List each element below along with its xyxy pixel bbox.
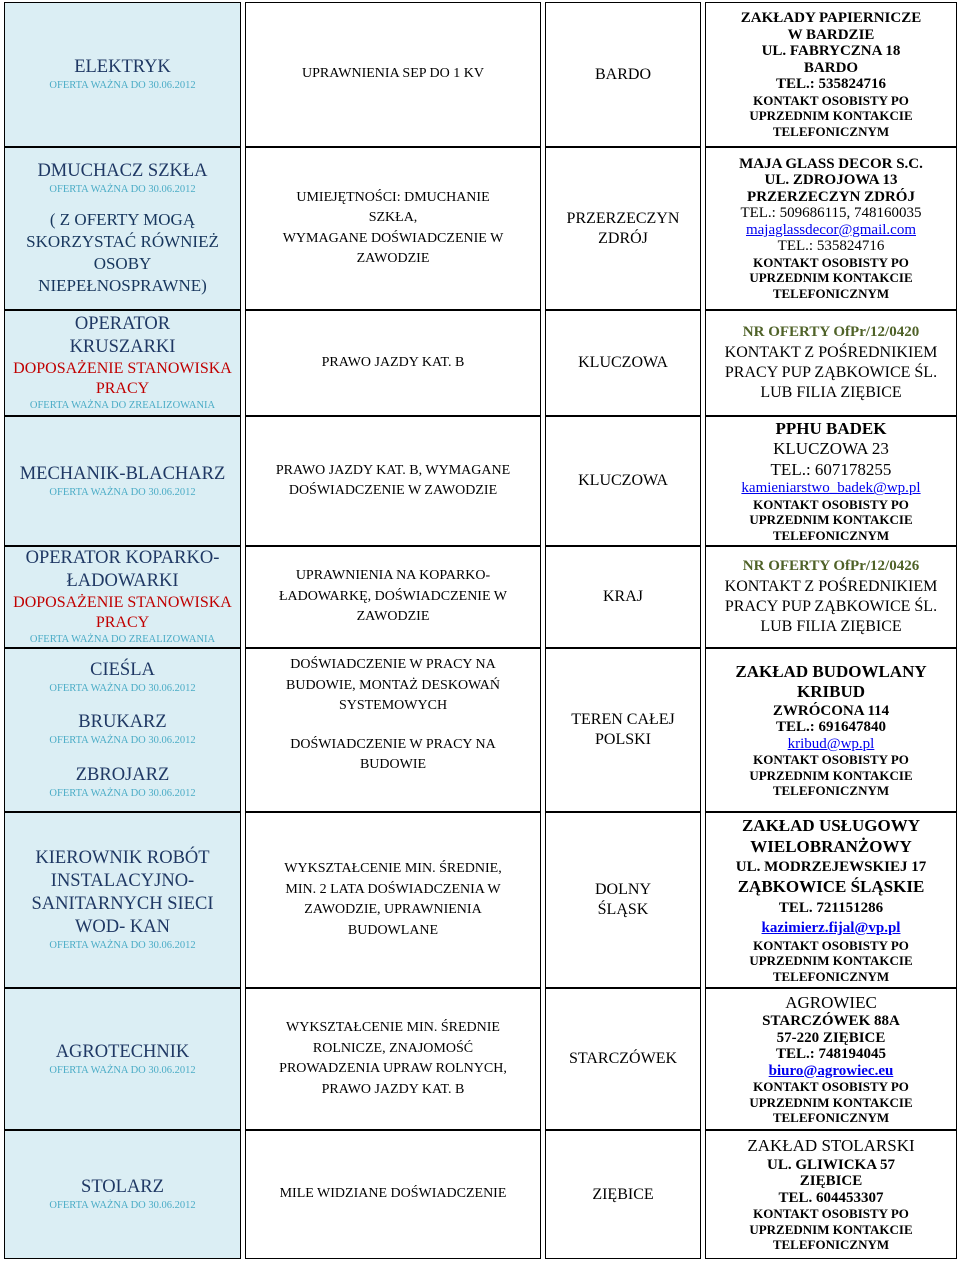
phone: TEL. 604453307 (778, 1189, 884, 1206)
contact-cell (705, 147, 957, 310)
subsidy-note: DOPOSAŻENIE STANOWISKA (13, 360, 232, 377)
job-title: STOLARZ (81, 1177, 164, 1197)
contact-cell (705, 1130, 957, 1259)
contact-note: LUB FILIA ZIĘBICE (760, 383, 902, 401)
address: ZWRÓCONA 114 (772, 702, 890, 719)
contact-note: KONTAKT OSOBISTY PO (753, 254, 909, 270)
contact-note: KONTAKT Z POŚREDNIKIEM (724, 343, 938, 361)
table-row (4, 416, 957, 546)
job-title-cell (4, 812, 241, 988)
contact-cell (705, 416, 957, 546)
job-title-cell (4, 546, 241, 648)
validity: OFERTA WAŻNA DO 30.06.2012 (49, 1200, 196, 1211)
validity: OFERTA WAŻNA DO 30.06.2012 (49, 682, 196, 694)
employer-name: ZAKŁAD USŁUGOWY (741, 816, 921, 835)
requirements-cell (245, 988, 541, 1130)
job-title: OPERATOR KOPARKO- (25, 548, 220, 568)
contact-cell (705, 2, 957, 147)
contact-note: KONTAKT Z POŚREDNIKIEM (724, 577, 938, 595)
employer-name: WIELOBRANŻOWY (750, 836, 912, 856)
requirements-cell (245, 147, 541, 310)
table-row (4, 812, 957, 988)
requirements: PRAWO JAZDY KAT. B (321, 1081, 465, 1097)
requirements-cell (245, 812, 541, 988)
location-cell (545, 1130, 701, 1259)
location-cell (545, 988, 701, 1130)
requirements: ZAWODZIE, UPRAWNIENIA (304, 902, 482, 917)
disability-note: ( Z OFERTY MOGĄ (49, 210, 196, 229)
phone: TEL.: 691647840 (775, 719, 886, 735)
validity: OFERTA WAŻNA DO 30.06.2012 (49, 184, 196, 195)
requirements: ROLNICZE, ZNAJOMOŚĆ (312, 1040, 474, 1056)
location-cell (545, 416, 701, 546)
job-entry (49, 659, 195, 696)
job-title: KIEROWNIK ROBÓT (35, 848, 210, 868)
employer-name: KRIBUD (796, 682, 865, 701)
contact-note: TELEFONICZNYM (772, 527, 890, 543)
requirements: MILE WIDZIANE DOŚWIADCZENIE (279, 1186, 507, 1202)
contact-note: UPRZEDNIM KONTAKCIE (749, 1221, 913, 1237)
location: ŚLĄSK (597, 901, 649, 918)
table-row (4, 648, 957, 812)
location: KLUCZOWA (578, 354, 668, 371)
requirements-cell (245, 2, 541, 147)
validity: OFERTA WAŻNA DO 30.06.2012 (49, 80, 196, 91)
job-title: MECHANIK-BLACHARZ (19, 463, 226, 484)
requirements: SZKŁA, (368, 210, 418, 225)
disability-note: OSOBY NIEPEŁNOSPRAWNE) (38, 254, 207, 295)
contact-note: TELEFONICZNYM (772, 783, 890, 798)
contact-note: UPRZEDNIM KONTAKCIE (749, 512, 913, 528)
subsidy-note: PRACY (95, 380, 150, 397)
phone: TEL. 721151286 (778, 899, 884, 916)
requirements: UPRAWNIENIA NA KOPARKO- (295, 568, 491, 584)
requirements: PROWADZENIA UPRAW ROLNYCH, (279, 1061, 507, 1076)
location-cell (545, 812, 701, 988)
requirements: BUDOWLANE (347, 922, 439, 938)
requirements: DOŚWIADCZENIE W PRACY NA (290, 657, 496, 672)
contact-note: KONTAKT OSOBISTY PO (753, 92, 909, 108)
job-entry (49, 764, 195, 801)
table-row (4, 147, 957, 310)
job-title-cell (4, 416, 241, 546)
requirements: BUDOWIE (359, 757, 427, 772)
job-title: OPERATOR (74, 314, 171, 334)
email-link[interactable]: majaglassdecor@gmail.com (745, 221, 916, 238)
job-offers-table (4, 2, 957, 1259)
phone: TEL.: 748194045 (775, 1046, 886, 1062)
contact-note: UPRZEDNIM KONTAKCIE (749, 767, 913, 783)
address: UL. FABRYCZNA 18 (761, 43, 901, 59)
job-title-cell (4, 988, 241, 1130)
location: KRAJ (602, 588, 643, 605)
validity: OFERTA WAŻNA DO 30.06.2012 (49, 940, 196, 951)
table-row (4, 310, 957, 416)
address: UL. ZDROJOWA 13 (764, 172, 898, 189)
requirements-cell (245, 1130, 541, 1259)
address: STARCZÓWEK 88A (762, 1013, 900, 1029)
location-cell (545, 546, 701, 648)
contact-note: UPRZEDNIM KONTAKCIE (749, 270, 913, 286)
subsidy-note: DOPOSAŻENIE STANOWISKA (13, 594, 232, 611)
validity: OFERTA WAŻNA DO 30.06.2012 (49, 788, 196, 800)
requirements-cell (245, 546, 541, 648)
city: ZĄBKOWICE ŚLĄSKIE (737, 877, 925, 896)
contact-cell (705, 546, 957, 648)
employer-name: AGROWIEC (785, 992, 877, 1012)
location-cell (545, 310, 701, 416)
location: ZDRÓJ (598, 229, 648, 247)
contact-cell (705, 648, 957, 812)
requirements-cell (245, 310, 541, 416)
job-title: SANITARNYCH SIECI (31, 894, 214, 914)
location-cell (545, 2, 701, 147)
job-title-cell (4, 1130, 241, 1259)
requirements-cell (245, 648, 541, 812)
validity: OFERTA WAŻNA DO 30.06.2012 (49, 1064, 196, 1076)
requirements: UMIEJĘTNOŚCI: DMUCHANIE (296, 189, 490, 205)
job-title-cell (4, 310, 241, 416)
validity: OFERTA WAŻNA DO ZREALIZOWANIA (29, 400, 216, 411)
contact-note: TELEFONICZNYM (772, 1110, 890, 1125)
city: BARDO (803, 59, 859, 76)
location: DOLNY (595, 881, 651, 898)
employer-name: W BARDZIE (787, 26, 875, 43)
job-title: CIEŚLA (90, 659, 155, 680)
contact-note: TELEFONICZNYM (772, 285, 890, 301)
location: PRZERZECZYN (566, 209, 680, 227)
contact-note: UPRZEDNIM KONTAKCIE (749, 953, 913, 968)
email-link[interactable]: biuro@agrowiec.eu (768, 1062, 894, 1079)
contact-cell (705, 812, 957, 988)
email-link[interactable]: kamieniarstwo_badek@wp.pl (741, 480, 921, 497)
contact-note: KONTAKT OSOBISTY PO (753, 1206, 909, 1222)
requirements: PRAWO JAZDY KAT. B, WYMAGANE (275, 462, 511, 478)
contact-note: KONTAKT OSOBISTY PO (753, 937, 909, 953)
contact-note: PRACY PUP ZĄBKOWICE ŚL. (724, 597, 938, 615)
location-cell (545, 648, 701, 812)
requirements: PRAWO JAZDY KAT. B (321, 354, 465, 370)
contact-note: TELEFONICZNYM (772, 123, 890, 139)
contact-cell (705, 310, 957, 416)
requirements-cell (245, 416, 541, 546)
requirements: SYSTEMOWYCH (338, 698, 448, 713)
location: STARCZÓWEK (568, 1050, 678, 1067)
contact-note: KONTAKT OSOBISTY PO (753, 752, 909, 767)
contact-note: KONTAKT OSOBISTY PO (753, 1079, 909, 1094)
job-title: AGROTECHNIK (55, 1041, 190, 1062)
employer-name: MAJA GLASS DECOR S.C. (739, 155, 923, 172)
employer-name: PPHU BADEK (775, 418, 887, 438)
requirements: ŁADOWARKĘ, DOŚWIADCZENIE W (279, 588, 507, 604)
job-title: INSTALACYJNO- (50, 871, 195, 891)
location: BARDO (594, 65, 651, 83)
contact-note: UPRZEDNIM KONTAKCIE (749, 1094, 913, 1110)
city: ZIĘBICE (799, 1173, 863, 1190)
requirements: ZAWODZIE (356, 251, 430, 266)
phone: TEL.: 509686115, 748160035 (740, 205, 922, 222)
requirements: MIN. 2 LATA DOŚWIADCZENIA W (285, 881, 501, 897)
disability-note: SKORZYSTAĆ RÓWNIEŻ (26, 232, 219, 251)
job-title: WOD- KAN (74, 917, 171, 937)
subsidy-note: PRACY (95, 614, 150, 631)
validity: OFERTA WAŻNA DO 30.06.2012 (49, 735, 196, 747)
phone: TEL.: 607178255 (770, 459, 892, 479)
job-title: ŁADOWARKI (66, 571, 179, 591)
requirements: ZAWODZIE (356, 609, 430, 625)
job-title-cell (4, 648, 241, 812)
job-title: DMUCHACZ SZKŁA (37, 161, 208, 181)
location: POLSKI (594, 731, 651, 748)
address: UL. MODRZEJEWSKIEJ 17 (735, 859, 927, 875)
location: KLUCZOWA (578, 472, 668, 489)
contact-note: UPRZEDNIM KONTAKCIE (749, 108, 913, 123)
offer-number: NR OFERTY OfPr/12/0426 (742, 558, 920, 575)
city: 57-220 ZIĘBICE (776, 1029, 886, 1046)
offer-number: NR OFERTY OfPr/12/0420 (742, 324, 920, 341)
table-row (4, 2, 957, 147)
email-link[interactable]: kazimierz.fijal@vp.pl (761, 919, 901, 936)
contact-note: TELEFONICZNYM (772, 1237, 890, 1253)
location: TEREN CAŁEJ (571, 711, 675, 728)
employer-name: ZAKŁAD STOLARSKI (747, 1136, 915, 1156)
address: UL. GLIWICKA 57 (767, 1156, 895, 1173)
job-title: KRUSZARKI (69, 337, 176, 357)
employer-name: ZAKŁADY PAPIERNICZE (740, 10, 922, 26)
table-row (4, 546, 957, 648)
location: ZIĘBICE (592, 1185, 654, 1203)
email-link[interactable]: kribud@wp.pl (787, 735, 875, 752)
job-title-cell (4, 147, 241, 310)
table-row (4, 988, 957, 1130)
requirements: UPRAWNIENIA SEP DO 1 KV (302, 66, 484, 82)
contact-note: PRACY PUP ZĄBKOWICE ŚL. (724, 363, 938, 381)
city: PRZERZECZYN ZDRÓJ (747, 188, 915, 205)
address: KLUCZOWA 23 (773, 439, 889, 459)
table-row (4, 1130, 957, 1259)
job-title: BRUKARZ (78, 712, 167, 733)
requirements: WYKSZTAŁCENIE MIN. ŚREDNIE (286, 1020, 500, 1035)
phone: TEL.: 535824716 (775, 76, 886, 92)
contact-cell (705, 988, 957, 1130)
contact-note: TELEFONICZNYM (772, 968, 890, 984)
contact-note: KONTAKT OSOBISTY PO (753, 496, 909, 512)
phone: TEL.: 535824716 (777, 238, 885, 255)
job-title: ZBROJARZ (75, 765, 170, 786)
contact-note: LUB FILIA ZIĘBICE (760, 617, 902, 635)
job-entry (49, 711, 195, 748)
location-cell (545, 147, 701, 310)
job-title: ELEKTRYK (74, 57, 171, 77)
requirements: WYKSZTAŁCENIE MIN. ŚREDNIE, (284, 861, 502, 876)
employer-name: ZAKŁAD BUDOWLANY (735, 661, 927, 681)
requirements: BUDOWIE, MONTAŻ DESKOWAŃ (286, 677, 500, 693)
requirements: DOŚWIADCZENIE W ZAWODZIE (288, 483, 498, 498)
requirements: WYMAGANE DOŚWIADCZENIE W (282, 230, 504, 246)
validity: OFERTA WAŻNA DO ZREALIZOWANIA (29, 634, 216, 645)
requirements: DOŚWIADCZENIE W PRACY NA (290, 736, 496, 752)
validity: OFERTA WAŻNA DO 30.06.2012 (49, 486, 196, 498)
job-title-cell (4, 2, 241, 147)
